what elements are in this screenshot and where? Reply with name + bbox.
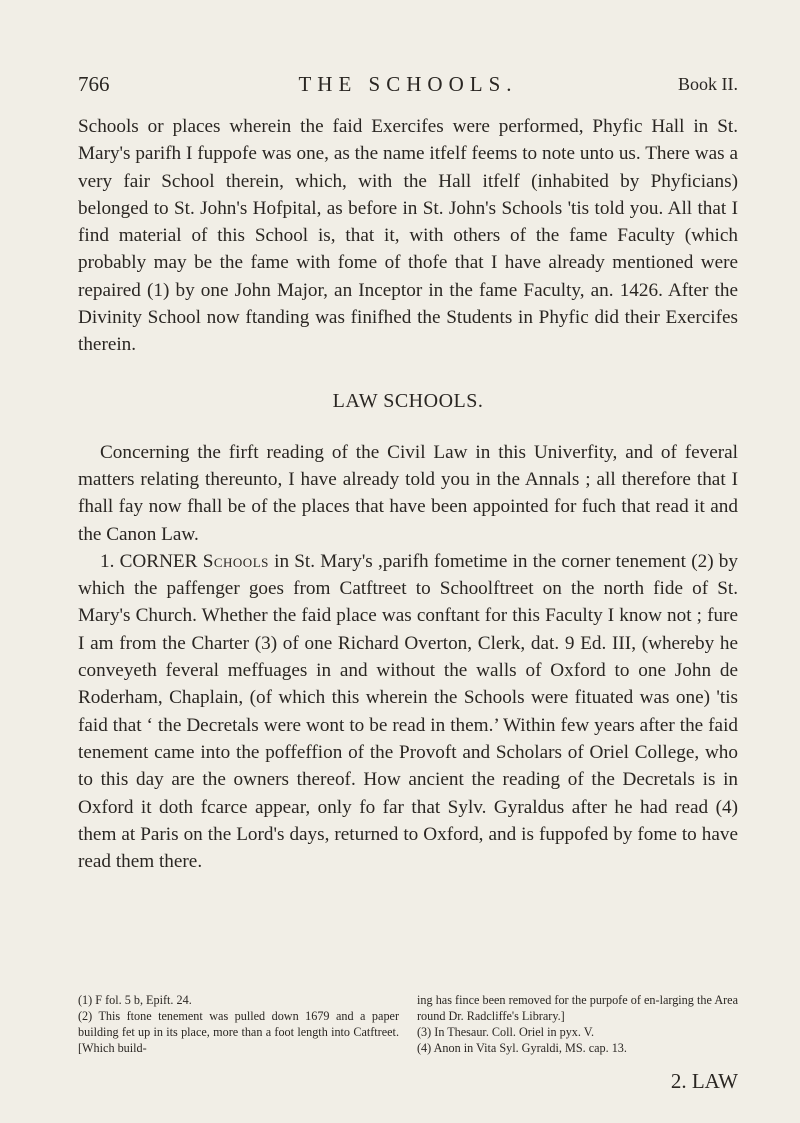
footnote: (2) This ftone tenement was pulled down 1679 and a paper building fet up in its place, more than a foot length into Catftreet. [Which build- [78,1009,399,1055]
running-header [78,68,738,102]
book-label: Book II. [678,74,738,94]
footnotes [78,992,738,1056]
footnote: (1) F fol. 5 b, Epift. 24. [78,993,192,1007]
paragraph-corner-schools [78,548,738,876]
catchword: 2. LAW [670,1069,738,1093]
footnotes-left-column [78,992,399,1056]
paragraph-physic-schools: Schools or places wherein the faid Exercifes were performed, Phyfic Hall in St. Mary's parifh I fuppofe was one, as the name itfelf feems to note unto us. There was a very fair School therein, which, with the Hall itfelf (inhabited by Phyficians) belonged to St. John's Hofpital, as before in St. John's Schools 'tis told you. All that I find material of this School is, that it, with others of the fame Faculty (which probably may be the fame with fome of thofe that I have already mentioned were repaired (1) by one John Major, an Inceptor in the fame Faculty, an. 1426. After the Divinity School now ftanding was finifhed the Students in Phyfic did their Exercifes therein. [78,116,738,356]
entry-text: in St. Mary's ,parifh fometime in the corner tenement (2) by which the paffenger goes from Catftreet to Schoolftreet on the north fide of St. Mary's Church. Whether the faid place was conftant for this Faculty I know not ; fure I am from the Charter (3) of one Richard Overton, Clerk, dat. 9 Ed. III, (whereby he conveyeth feveral meffuages in and without the walls of Oxford to one John de Roderham, Chaplain, (of which this wherein the Schools were fituated was one) 'tis faid that ‘ the Decretals were wont to be read in them.’ Within few years after the faid tenement came into the poffeffion of the Provoft and Scholars of Oriel College, who to this day are the owners thereof. How ancient the reading of the Decretals is in Oxford it doth fcarce appear, only fo far that Sylv. Gyraldus after he had read (4) them at Paris on the Lord's days, returned to Oxford, and is fuppofed by fome to have read them there. [78,550,738,873]
footnotes-right-column [417,992,738,1056]
footnote: ing has fince been removed for the purpofe of en-larging the Area round Dr. Radcliffe's Library.] [417,993,738,1023]
paragraph-civil-law: Concerning the firft reading of the Civil Law in this Univerfity, and of feveral matters relating thereunto, I have already told you in the Annals ; all therefore that I fhall fay now fhall be of the places that have been appointed for fuch that read it and the Canon Law. [78,441,738,545]
entry-lead: 1. CORNER [100,550,198,572]
footnote: (4) Anon in Vita Syl. Gyraldi, MS. cap. 13. [417,1041,627,1055]
page-number: 766 [78,72,110,96]
entry-schools-label: Schools [202,550,269,572]
main-text [78,113,738,875]
running-title: THE SCHOOLS. [298,72,518,96]
section-heading: LAW SCHOOLS. [332,389,484,412]
footnote: (3) In Thesaur. Coll. Oriel in pyx. V. [417,1025,595,1039]
